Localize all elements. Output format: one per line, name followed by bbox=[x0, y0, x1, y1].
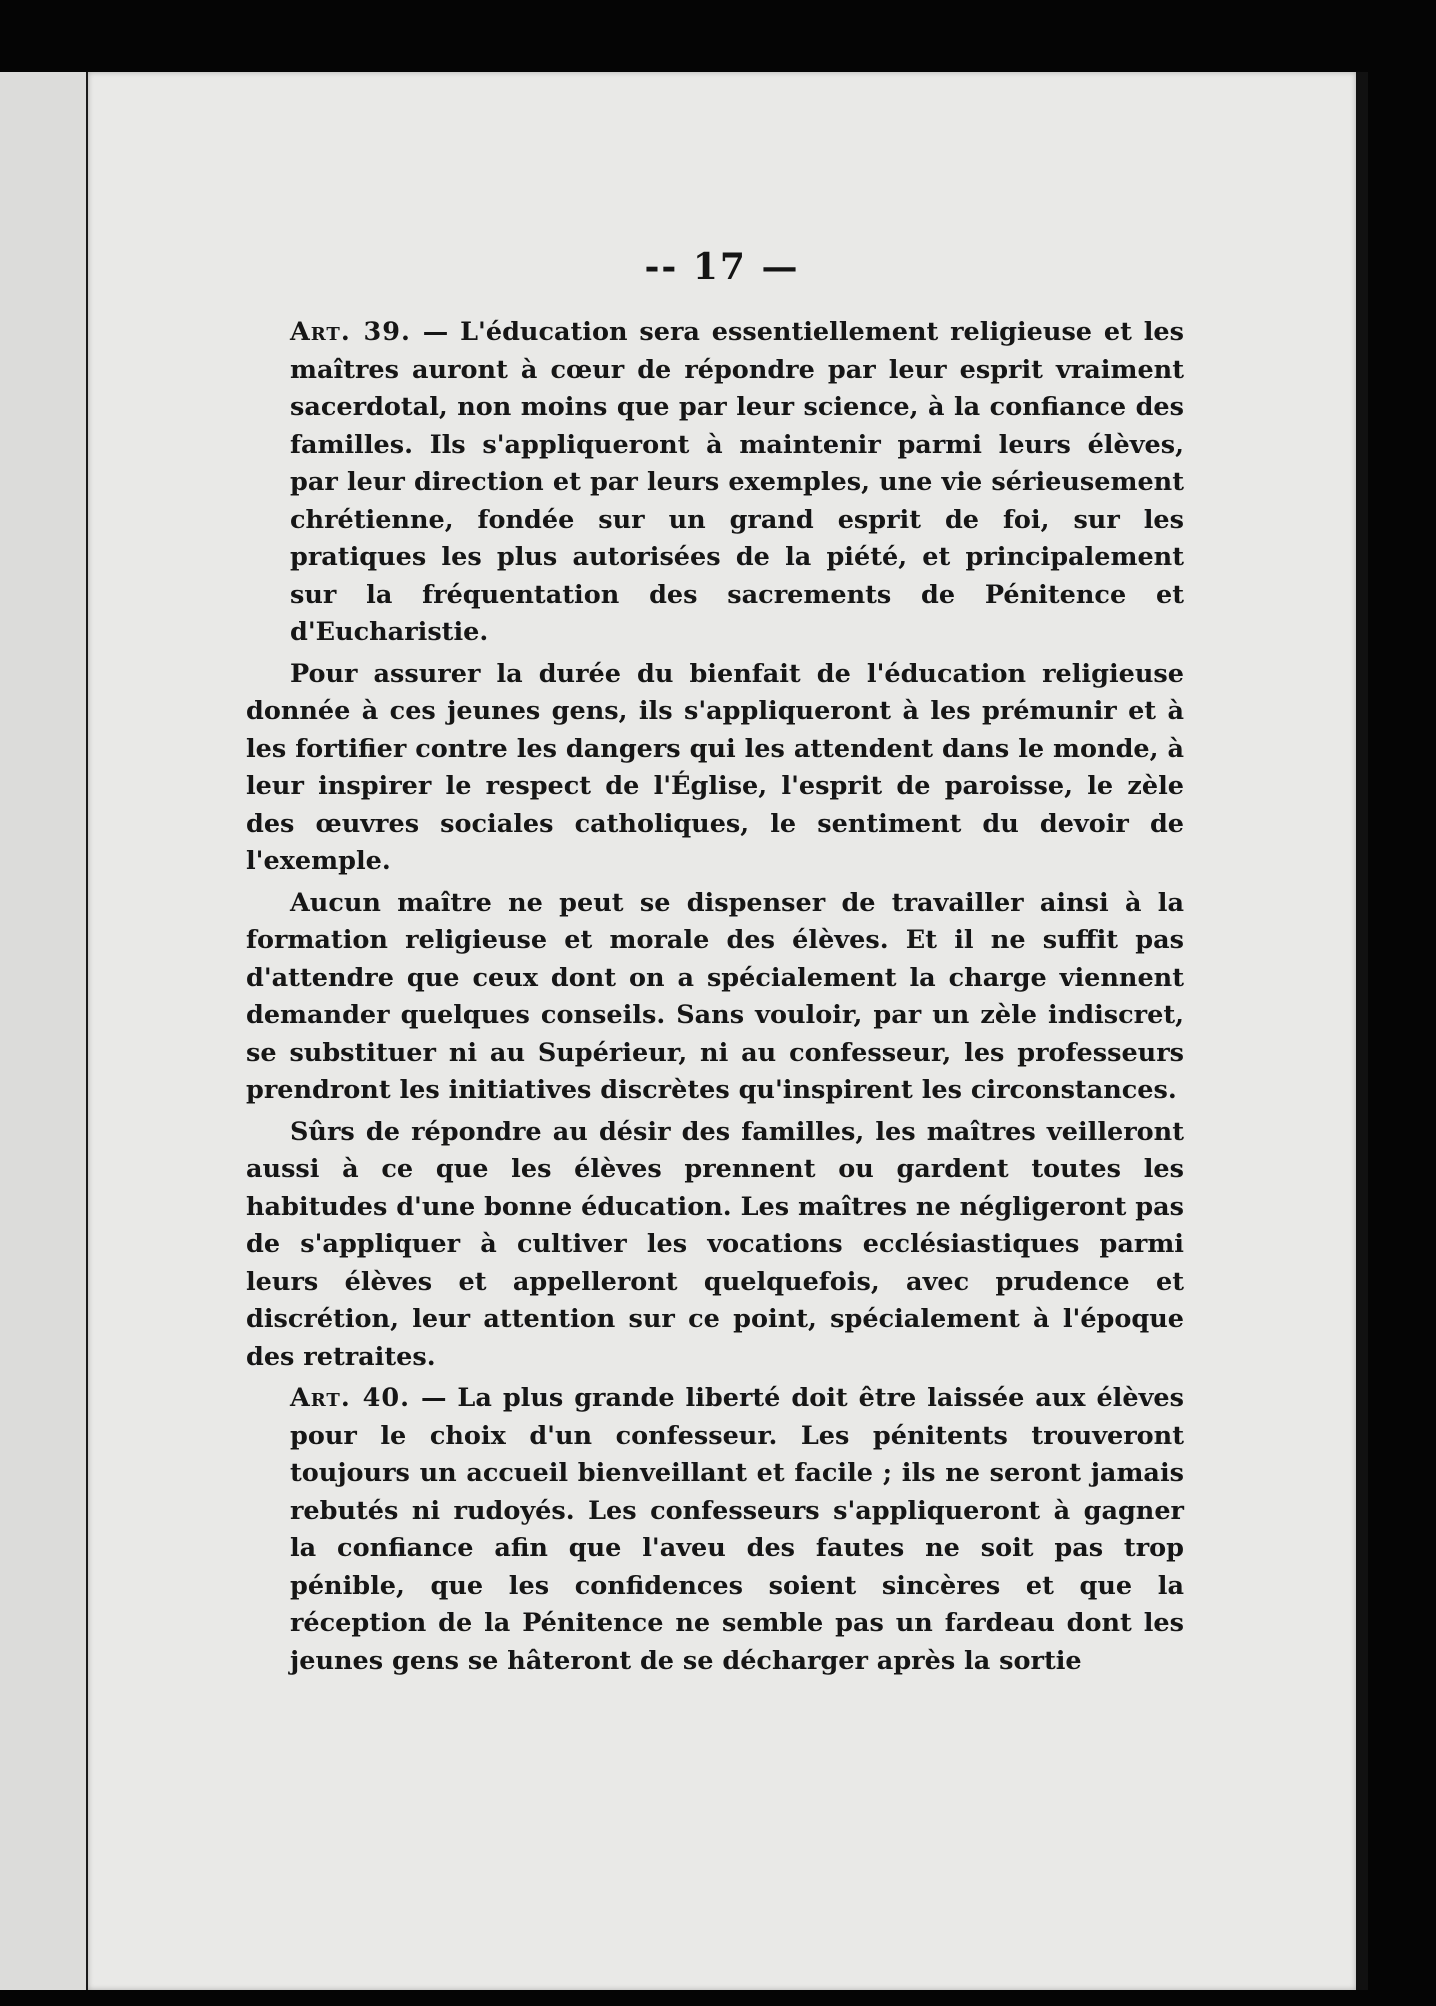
body-text bbox=[246, 314, 1184, 1684]
article-label: Art. 39. bbox=[290, 317, 411, 347]
paragraph-article-40 bbox=[246, 1380, 1184, 1680]
adjacent-page-edge bbox=[0, 72, 90, 1990]
paragraph bbox=[246, 656, 1184, 881]
page-number: -- 17 — bbox=[644, 246, 800, 288]
paragraph-text: — L'éducation sera essentiellement religieuse et les maîtres auront à cœur de répondre par leur esprit vraiment sacerdotal, non moins que par leur science, à la confiance des familles. Ils s'appliqueront à maintenir parmi leurs élèves, par leur direction et par leurs exemples, une vie sérieusement chrétienne, fondée sur un grand esprit de foi, sur les pratiques les plus autorisées de la piété, et principalement sur la fréquentation des sacrements de Pénitence et d'Eucharistie. bbox=[290, 317, 1184, 647]
paragraph bbox=[246, 1114, 1184, 1377]
paragraph-article-39 bbox=[246, 314, 1184, 652]
article-label: Art. 40. bbox=[290, 1383, 411, 1413]
paragraph-text: Aucun maître ne peut se dispenser de travailler ainsi à la formation religieuse et morale des élèves. Et il ne suffit pas d'attendre que ceux dont on a spécialement la charge viennent demander quelques conseils. Sans vouloir, par un zèle indiscret, se substituer ni au Supérieur, ni au confesseur, les professeurs prendront les initiatives discrètes qu'inspirent les circonstances. bbox=[246, 887, 1184, 1105]
paragraph-text: Sûrs de répondre au désir des familles, les maîtres veilleront aussi à ce que les élèves prennent ou gardent toutes les habitudes d'une bonne éducation. Les maîtres ne négligeront pas de s'appliquer à cultiver les vocations ecclésiastiques parmi leurs élèves et appelleront quelquefois, avec prudence et discrétion, leur attention sur ce point, spécialement à l'époque des retraites. bbox=[246, 1116, 1184, 1372]
paragraph bbox=[246, 885, 1184, 1110]
scanned-page bbox=[88, 72, 1356, 1990]
paragraph-text: — La plus grande liberté doit être laissée aux élèves pour le choix d'un confesseur. Les pénitents trouveront toujours un accueil bienveillant et facile ; ils ne seront jamais rebutés ni rudoyés. Les confesseurs s'appliqueront à gagner la confiance afin que l'aveu des fautes ne soit pas trop pénible, que les confidences soient sincères et que la réception de la Pénitence ne semble pas un fardeau dont les jeunes gens se hâteront de se décharger après la sortie bbox=[290, 1383, 1184, 1676]
book-edge-shadow bbox=[1356, 72, 1368, 1990]
paragraph-text: Pour assurer la durée du bienfait de l'éducation religieuse donnée à ces jeunes gens, ils s'appliqueront à les prémunir et à les fortifier contre les dangers qui les attendent dans le monde, à leur inspirer le respect de l'Église, l'esprit de paroisse, le zèle des œuvres sociales catholiques, le sentiment du devoir de l'exemple. bbox=[246, 658, 1184, 876]
